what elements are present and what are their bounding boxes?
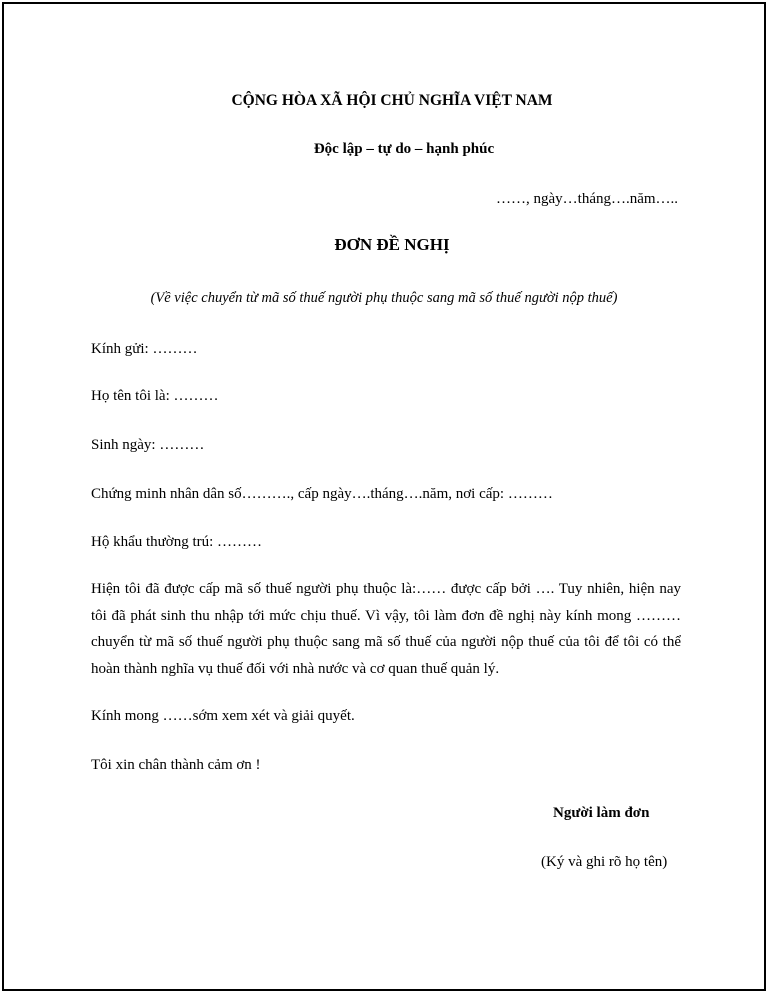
date-of-birth-field: Sinh ngày: ……… (91, 437, 205, 453)
signer-label: Người làm đơn (553, 805, 650, 821)
national-motto: Độc lập – tự do – hạnh phúc (313, 141, 495, 157)
document-subtitle: (Về việc chuyển từ mã số thuế người phụ thuộc sang mã số thuế người nộp thuế) (150, 290, 618, 306)
full-name-field: Họ tên tôi là: ……… (91, 388, 219, 404)
body-line: hoàn thành nghĩa vụ thuế đối với nhà nước và cơ quan thuế quản lý. (91, 660, 500, 677)
signer-note: (Ký và ghi rõ họ tên) (541, 854, 668, 870)
body-line: Hiện tôi đã được cấp mã số thuế người phụ thuộc là:…… được cấp bởi …. Tuy nhiên, hiện nay (91, 581, 681, 597)
body-line: chuyển từ mã số thuế người phụ thuộc sang mã số thuế của người nộp thuế của tôi để tôi có thể (91, 634, 681, 650)
recipient-field: Kính gửi: ……… (91, 341, 198, 357)
thanks-line: Tôi xin chân thành cảm ơn ! (91, 757, 261, 773)
body-line: tôi đã phát sinh thu nhập tới mức chịu thuế. Vì vậy, tôi làm đơn đề nghị này kính mong ……… (91, 607, 681, 624)
id-card-field: Chứng minh nhân dân số………., cấp ngày….tháng….năm, nơi cấp: ……… (91, 486, 553, 502)
date-line: ……, ngày…tháng….năm….. (496, 191, 679, 207)
body-paragraph (91, 580, 681, 686)
national-title: CỘNG HÒA XÃ HỘI CHỦ NGHĨA VIỆT NAM (231, 92, 553, 109)
residence-field: Hộ khẩu thường trú: ……… (91, 534, 263, 550)
document-title: ĐƠN ĐỀ NGHỊ (334, 235, 450, 254)
request-line: Kính mong ……sớm xem xét và giải quyết. (91, 708, 355, 724)
